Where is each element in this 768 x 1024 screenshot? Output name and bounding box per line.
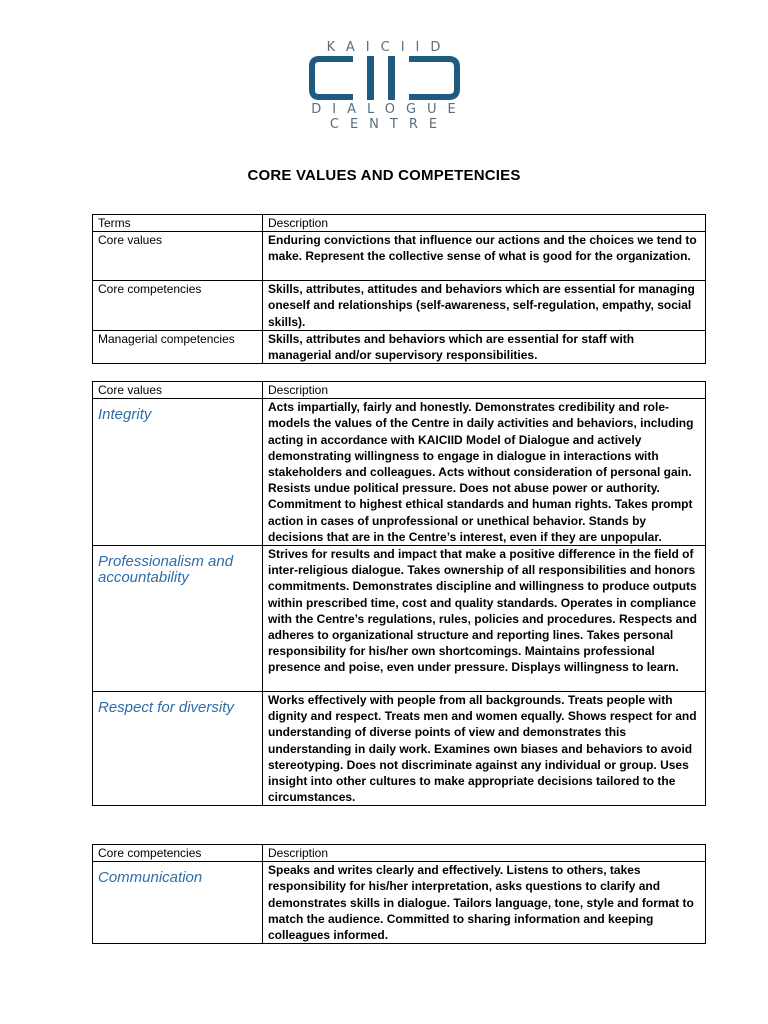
column-header-description: Description [263,845,706,862]
column-header-description: Description [263,382,706,399]
core-values-table [92,381,706,806]
description-cell: Strives for results and impact that make a positive difference in the field of inter-religious dialogue. Takes ownership of all responsibilities and honors commitments. Demonstrates discipline and willingness to produce outputs within prescribed time, cost and quality standards. Operates in compliance with the Centre’s regulations, rules, policies and procedures. Respects and adheres to organizational structure and reporting lines. Takes personal responsibility for his/her own shortcomings. Maintains professional presence and poise, even under pressure. Displays willingness to learn. [263,546,706,692]
core-competencies-table [92,844,706,944]
column-header-description: Description [263,215,706,232]
logo-bottom-text-2: CENTRE [329,117,449,132]
table-header-row [93,382,706,399]
table-row [93,692,706,806]
logo-bottom-text-1: DIALOGUE [311,102,467,117]
description-cell: Works effectively with people from all backgrounds. Treats people with dignity and respect. Treats men and women equally. Shows respect for and understanding of diverse points of view and demonstrates this understanding in daily work. Examines own biases and behaviors to avoid stereotyping. Does not discriminate against any individual or group. Uses insight into other cultures to make appropriate decisions tailored to the circumstances. [263,692,706,806]
description-cell: Skills, attributes and behaviors which are essential for staff with managerial and/or supervisory responsibilities. [263,330,706,363]
value-term-professionalism: Professionalism and accountability [93,546,263,692]
column-header-core-values: Core values [93,382,263,399]
logo-mark-icon [309,56,461,100]
logo-top-text: KAICIID [326,40,452,55]
table-row [93,232,706,281]
table-row [93,399,706,546]
competency-term-communication: Communication [93,862,263,944]
term-cell: Core competencies [93,281,263,331]
table-header-row [93,845,706,862]
table-row [93,862,706,944]
table-row [93,281,706,331]
term-cell: Managerial competencies [93,330,263,363]
description-cell: Speaks and writes clearly and effectively. Listens to others, takes responsibility for his/her interpretation, asks questions to clarify and demonstrates skills in dialogue. Tailors language, tone, style and format to match the audience. Committed to sharing information and keeping colleagues informed. [263,862,706,944]
terms-table [92,214,706,364]
kaiciid-logo [300,40,470,132]
description-cell: Acts impartially, fairly and honestly. Demonstrates credibility and role-models the values of the Centre in daily activities and behaviors, including acting in accordance with KAICIID Model of Dialogue and actively demonstrating willingness to engage in dialogue in interactions with stakeholders and colleagues. Acts without consideration of personal gain. Resists undue political pressure. Does not abuse power or authority. Commitment to highest ethical standards and human rights. Takes prompt action in cases of unprofessional or unethical behavior. Stands by decisions that are in the Centre’s interest, even if they are unpopular. [263,399,706,546]
table-row [93,546,706,692]
table-header-row [93,215,706,232]
page-title: CORE VALUES AND COMPETENCIES [247,167,521,184]
value-term-integrity: Integrity [93,399,263,546]
table-row [93,330,706,363]
value-term-respect-for-diversity: Respect for diversity [93,692,263,806]
column-header-core-competencies: Core competencies [93,845,263,862]
description-cell: Enduring convictions that influence our actions and the choices we tend to make. Represent the collective sense of what is good for the organization. [263,232,706,281]
column-header-terms: Terms [93,215,263,232]
term-cell: Core values [93,232,263,281]
description-cell: Skills, attributes, attitudes and behaviors which are essential for managing oneself and relationships (self-awareness, self-regulation, empathy, social skills). [263,281,706,331]
